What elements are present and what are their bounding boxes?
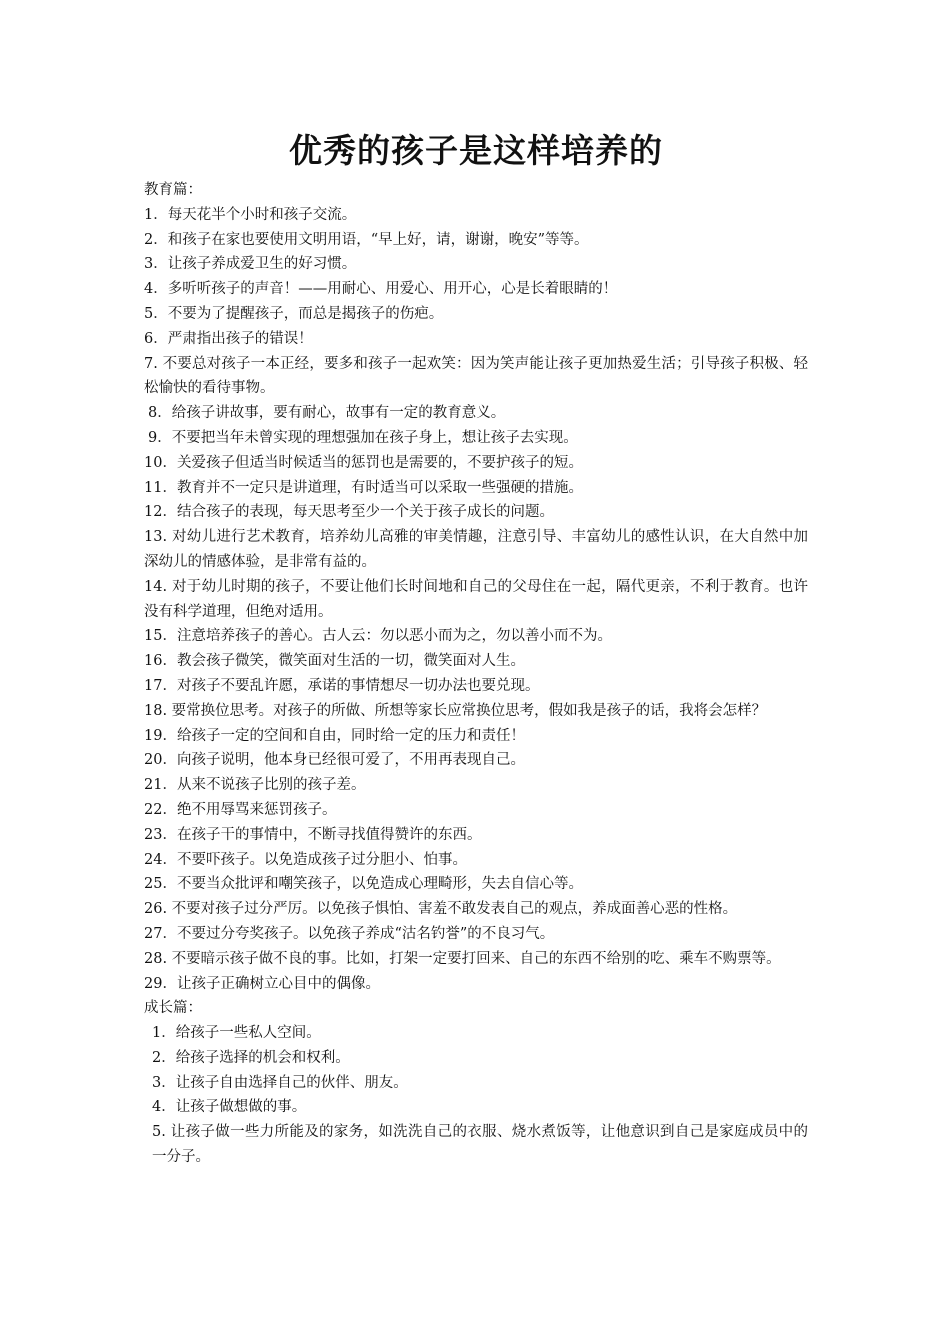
education-item: 28. 不要暗示孩子做不良的事。比如，打架一定要打回来、自己的东西不给别的吃、乘车不购票等。 [144, 950, 781, 967]
education-item: 21．从来不说孩子比别的孩子差。 [144, 777, 366, 794]
education-item: 19．给孩子一定的空间和自由，同时给一定的压力和责任！ [144, 727, 525, 744]
education-item: 24．不要吓孩子。以免造成孩子过分胆小、怕事。 [144, 851, 467, 868]
education-item: 22．绝不用辱骂来惩罚孩子。 [144, 801, 337, 818]
education-item: 16．教会孩子微笑，微笑面对生活的一切，微笑面对人生。 [144, 653, 525, 670]
education-item: 18. 要常换位思考。对孩子的所做、所想等家长应常换位思考，假如我是孩子的话，我将会怎样？ [144, 702, 767, 719]
education-item: 2．和孩子在家也要使用文明用语，“早上好，请，谢谢，晚安”等等。 [144, 231, 589, 248]
growth-item: 1．给孩子一些私人空间。 [152, 1025, 321, 1042]
education-item: 25．不要当众批评和嘲笑孩子，以免造成心理畸形，失去自信心等。 [144, 876, 583, 893]
education-item: 9．不要把当年未曾实现的理想强加在孩子身上，想让孩子去实现。 [148, 429, 578, 446]
education-item: 1．每天花半个小时和孩子交流。 [144, 206, 357, 223]
education-item: 10．关爱孩子但适当时候适当的惩罚也是需要的，不要护孩子的短。 [144, 454, 583, 471]
growth-item: 2．给孩子选择的机会和权利。 [152, 1049, 350, 1066]
education-item: 29．让孩子正确树立心目中的偶像。 [144, 975, 380, 992]
education-item: 3．让孩子养成爱卫生的好习惯。 [144, 256, 357, 273]
education-item: 12．结合孩子的表现，每天思考至少一个关于孩子成长的问题。 [144, 504, 554, 521]
education-item: 27．不要过分夸奖孩子。以免孩子养成“沽名钓誉”的不良习气。 [144, 925, 555, 942]
growth-item: 5. 让孩子做一些力所能及的家务，如洗洗自己的衣服、烧水煮饭等，让他意识到自己是家庭成员中的一分子。 [152, 1124, 808, 1166]
education-item: 26. 不要对孩子过分严厉。以免孩子惧怕、害羞不敢发表自己的观点，养成面善心恶的性格。 [144, 901, 738, 918]
education-item: 23．在孩子干的事情中，不断寻找值得赞许的东西。 [144, 826, 482, 843]
education-item: 11．教育并不一定只是讲道理，有时适当可以采取一些强硬的措施。 [144, 479, 583, 496]
document-page [144, 128, 808, 1170]
section-heading-education: 教育篇： [144, 182, 202, 198]
growth-item: 3．让孩子自由选择自己的伙伴、朋友。 [152, 1074, 408, 1091]
education-item: 5．不要为了提醒孩子，而总是揭孩子的伤疤。 [144, 305, 444, 322]
education-item: 6．严肃指出孩子的错误！ [144, 330, 313, 347]
education-item: 4．多听听孩子的声音！——用耐心、用爱心、用开心，心是长着眼睛的！ [144, 281, 618, 298]
education-item: 7. 不要总对孩子一本正经，要多和孩子一起欢笑：因为笑声能让孩子更加热爱生活；引导孩子积极、轻松愉快的看待事物。 [144, 355, 808, 397]
education-item: 20．向孩子说明，他本身已经很可爱了，不用再表现自己。 [144, 752, 525, 769]
section-heading-growth: 成长篇： [144, 1000, 202, 1017]
growth-item: 4．让孩子做想做的事。 [152, 1099, 307, 1116]
education-item: 17．对孩子不要乱许愿，承诺的事情想尽一切办法也要兑现。 [144, 677, 540, 694]
education-item: 13. 对幼儿进行艺术教育，培养幼儿高雅的审美情趣，注意引导、丰富幼儿的感性认识，在大自然中加深幼儿的情感体验，是非常有益的。 [144, 529, 808, 570]
education-item: 14. 对于幼儿时期的孩子，不要让他们长时间地和自己的父母住在一起，隔代更亲，不利于教育。也许没有科学道理，但绝对适用。 [144, 578, 808, 620]
education-item: 15．注意培养孩子的善心。古人云：勿以恶小而为之，勿以善小而不为。 [144, 628, 612, 645]
page-title: 优秀的孩子是这样培养的 [289, 131, 663, 170]
education-item: 8．给孩子讲故事，要有耐心，故事有一定的教育意义。 [148, 405, 506, 422]
